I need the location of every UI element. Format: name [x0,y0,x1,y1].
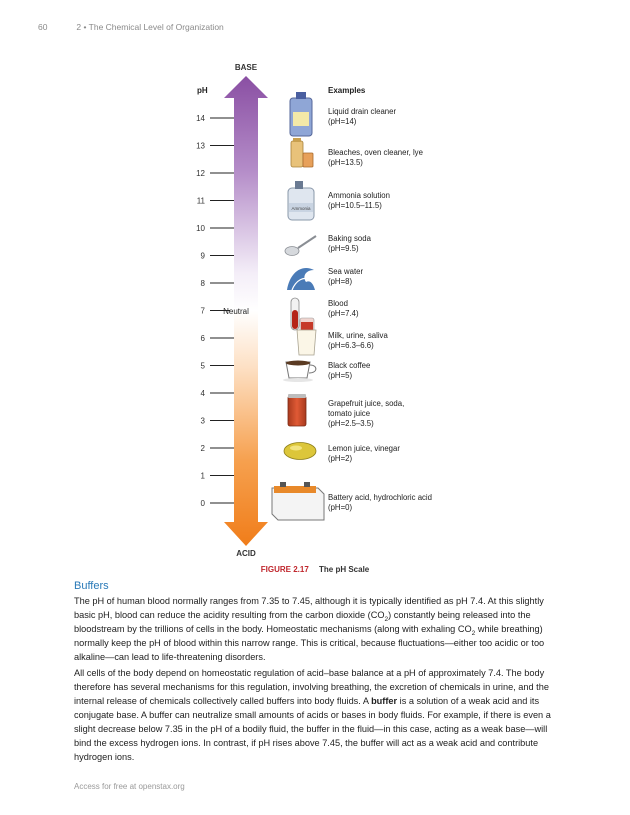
ph-tick-label: 11 [196,196,205,206]
p1-sub-2: 2 [471,629,476,637]
ph-tick-label: 7 [200,306,205,316]
ph-tick-label: 5 [200,361,205,371]
example-name: Bleaches, oven cleaner, lye [328,148,423,157]
p1-text-a: The pH of human blood normally ranges from 7.35 to 7.45, although it is typically identified as pH 7.4. At this slightly basic pH, blood can reduce the acidity resulting from the carbon dioxide (CO [74,596,544,620]
example-ph-value: (pH=2.5–3.5) [328,419,374,428]
ammonia-jug-icon [288,181,314,220]
ph-tick-label: 12 [196,169,205,178]
chapter-title: 2 • The Chemical Level of Organization [76,22,224,32]
ph-tick-label: 2 [200,444,205,453]
example-ph-value: (pH=5) [328,371,353,380]
example-name: Battery acid, hydrochloric acid [328,493,433,502]
ph-tick-label: 6 [200,334,205,343]
ph-tick-label: 3 [200,416,205,426]
battery-icon [272,482,324,520]
ammonia-jug-label: Ammonia [291,206,311,211]
example-ph-value: (pH=8) [328,277,353,286]
figure-title: The pH Scale [319,565,370,574]
ph-tick-label: 10 [196,224,205,233]
p1-text-b: ) constantly being released into the bloodstream by the trillions of cells in the body. Homeostatic mechanisms (along with exhaling CO [74,610,531,634]
page-number: 60 [38,22,48,32]
ph-tick-label: 8 [200,279,205,288]
example-name: Black coffee [328,361,371,370]
example-name: Blood [328,299,348,308]
ph-column-header: pH [197,86,208,95]
example-ph-value: (pH=10.5–11.5) [328,201,382,210]
acid-label: ACID [236,549,256,558]
spoon-icon [285,236,316,256]
ph-tick-label: 0 [200,499,205,508]
example-name: Liquid drain cleaner [328,107,397,116]
figure-caption [0,565,630,574]
figure-label: FIGURE 2.17 [260,565,309,574]
example-ph-value: (pH=2) [328,454,353,463]
bleach-bottles-icon [291,138,313,167]
example-name: Milk, urine, saliva [328,331,388,340]
example-name: Grapefruit juice, soda, [328,399,405,408]
p1-sub-1: 2 [384,615,389,623]
example-name: Baking soda [328,234,371,243]
glass-of-milk-icon [297,330,316,355]
p2-bold-term: buffer [371,696,398,706]
ph-tick-label: 4 [200,389,205,398]
example-ph-value: (pH=0) [328,503,353,512]
ph-tick-label: 14 [196,114,205,123]
p2-text-a: All cells of the body depend on homeostatic regulation of acid–base balance at a pH of approximately 7.4. The body therefore has several mechanisms for this regulation, involving breathing, the excretion of chemicals in urine, and the internal release of chemicals collectively called buffers into body fluids. A [74,668,549,706]
lemon-icon [284,443,316,460]
section-heading: Buffers [74,580,109,592]
page-footer: Access for free at openstax.org [74,782,185,791]
example-ph-value: (pH=6.3–6.6) [328,341,374,350]
ph-tick-label: 1 [200,471,205,481]
examples-column-header: Examples [328,86,366,95]
ph-tick-label: 9 [200,251,205,261]
example-ph-value: (pH=9.5) [328,244,359,253]
example-ph-value: (pH=7.4) [328,309,359,318]
neutral-label: Neutral [223,307,249,316]
p2-text-b: is a solution of a weak acid and its conjugate base. A buffer can neutralize small amounts of acids or bases in body fluids. For example, if there is even a slight decrease below 7.35 in the pH of a bodily fluid, the buffer in the fluid—in this case, acting as a weak base—will bind the excess hydrogen ions. In contrast, if pH rises above 7.45, the buffer will act as a weak acid and contribute hydrogen ions. [74,696,551,762]
example-name: tomato juice [328,409,371,418]
base-label: BASE [234,63,258,72]
p1-text-c: while breathing) normally keep the pH of blood within this narrow range. This is critical, because fluctuations—either too acidic or too alkaline—can lead to life-threatening disorders. [74,624,545,662]
wave-icon [287,268,315,290]
example-ph-value: (pH=14) [328,117,357,126]
paragraph-buffers [74,666,560,764]
examples-list [328,107,432,512]
soda-can-icon [288,394,306,426]
example-name: Sea water [328,267,364,276]
paragraph-blood-ph [74,594,560,664]
example-name: Ammonia solution [328,191,390,200]
coffee-cup-icon [283,361,316,383]
example-ph-value: (pH=13.5) [328,158,363,167]
drain-cleaner-bottle-icon [290,92,312,136]
example-name: Lemon juice, vinegar [328,444,400,453]
ph-tick-label: 13 [196,141,205,151]
